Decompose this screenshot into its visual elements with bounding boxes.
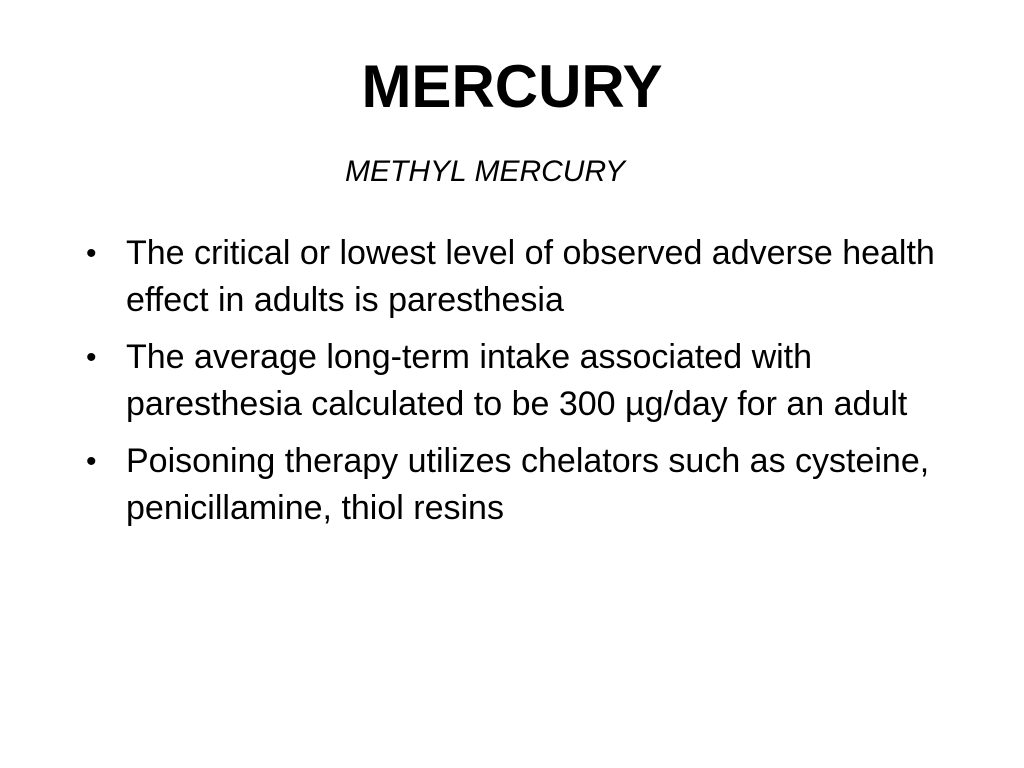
bullet-text: The critical or lowest level of observed adverse health effect in adults is paresthesia	[126, 234, 935, 319]
slide-subtitle: METHYL MERCURY	[345, 155, 626, 188]
bullet-item	[83, 334, 963, 428]
bullet-icon: •	[86, 341, 97, 374]
bullet-icon: •	[86, 445, 97, 478]
bullet-item	[83, 438, 963, 532]
bullet-item	[83, 230, 963, 324]
bullet-text: Poisoning therapy utilizes chelators such as cysteine, penicillamine, thiol resins	[126, 442, 930, 527]
bullet-icon: •	[86, 237, 97, 270]
bullet-list	[83, 230, 963, 542]
bullet-text: The average long-term intake associated with paresthesia calculated to be 300 µg/day for an adult	[126, 338, 908, 423]
slide-title: MERCURY	[361, 53, 663, 120]
